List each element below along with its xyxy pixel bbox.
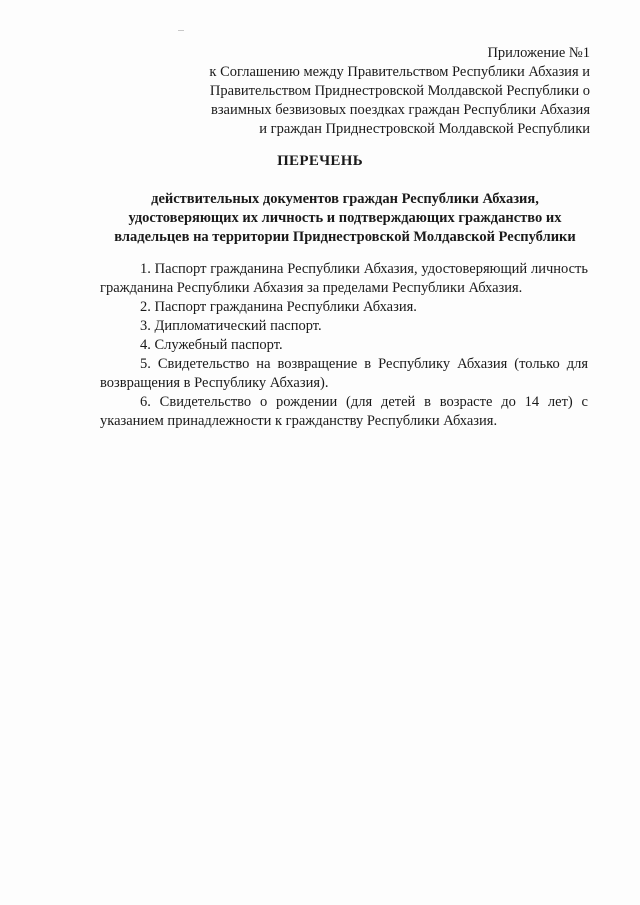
subtitle-line: удостоверяющих их личность и подтверждающих гражданство их: [128, 210, 562, 226]
appendix-header: [170, 44, 590, 139]
appendix-line: Правительством Приднестровской Молдавской Республики о: [209, 83, 590, 99]
appendix-line: и граждан Приднестровской Молдавской Республики: [259, 121, 590, 137]
list-item: 1. Паспорт гражданина Республики Абхазия, удостоверяющий личность гражданина Республики Абхазия за пределами Республики Абхазия.: [100, 261, 588, 296]
appendix-number: Приложение №1: [487, 45, 590, 61]
document-subtitle: [100, 190, 590, 247]
appendix-line: взаимных безвизовых поездках граждан Республики Абхазия: [210, 102, 590, 118]
list-item: 6. Свидетельство о рождении (для детей в возрасте до 14 лет) с указанием принадлежности к гражданству Республики Абхазия.: [100, 394, 588, 429]
document-list: [100, 260, 588, 431]
subtitle-line: действительных документов граждан Республики Абхазия,: [151, 191, 539, 207]
list-item: 3. Дипломатический паспорт.: [140, 318, 322, 334]
list-item: 2. Паспорт гражданина Республики Абхазия.: [140, 299, 417, 315]
subtitle-line: владельцев на территории Приднестровской Молдавской Республики: [114, 229, 576, 245]
list-item: 5. Свидетельство на возвращение в Республику Абхазия (только для возвращения в Республику Абхазия).: [100, 356, 588, 391]
scan-speck: [178, 30, 184, 31]
document-title: ПЕРЕЧЕНЬ: [277, 153, 363, 169]
appendix-line: к Соглашению между Правительством Республики Абхазия и: [209, 64, 590, 80]
list-item: 4. Служебный паспорт.: [140, 337, 283, 353]
